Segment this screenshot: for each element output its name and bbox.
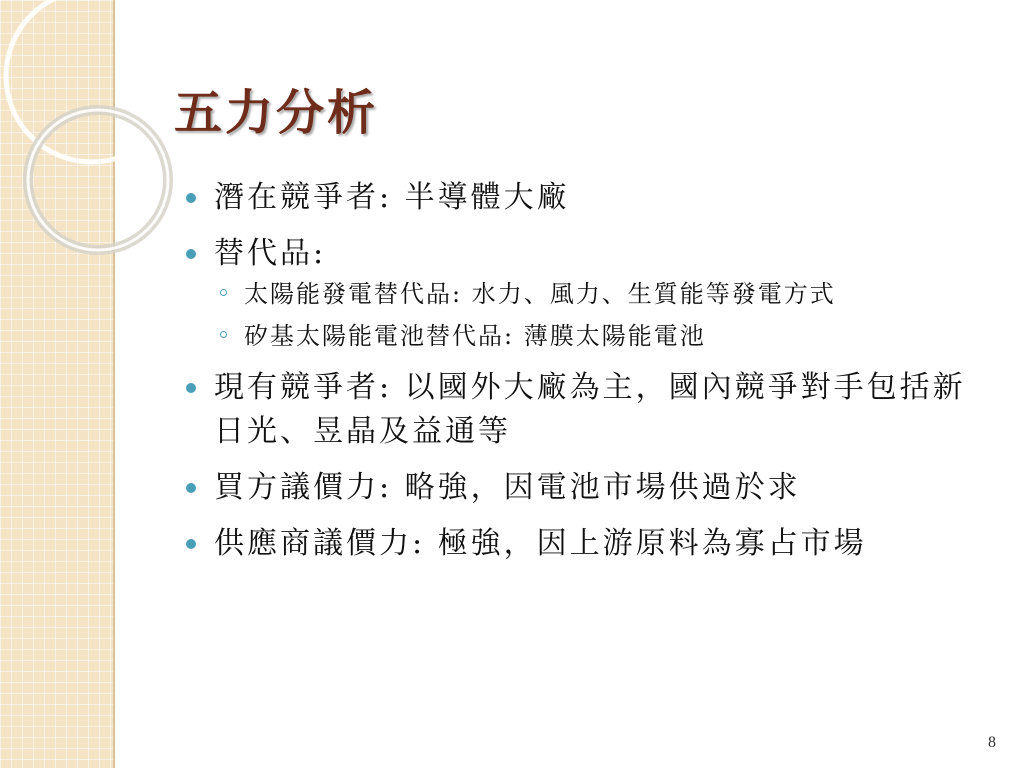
list-item [186,232,996,276]
list-item-text: 替代品: [214,236,327,271]
sub-list-item [186,276,996,312]
list-item-text: 供應商議價力: 極強，因上游原料為寡占市場 [214,526,867,561]
bullet-ring-icon [220,289,227,296]
list-item-text: 潛在競爭者: 半導體大廠 [214,180,570,215]
sub-list-item-text: 太陽能發電替代品: 水力、風力、生質能等發電方式 [244,280,836,308]
sub-bullet-list [186,276,996,354]
list-item [186,176,996,220]
bullet-dot-icon [186,483,196,493]
bullet-ring-icon [220,331,227,338]
list-item-text: 買方議價力: 略強，因電池市場供過於求 [214,470,801,505]
page-number: 8 [988,734,996,751]
decorative-circles-icon [0,0,200,260]
sub-list-item-text: 矽基太陽能電池替代品: 薄膜太陽能電池 [244,322,706,350]
list-item [186,522,996,566]
bullet-list [186,176,996,578]
bullet-dot-icon [186,249,196,259]
bullet-dot-icon [186,193,196,203]
bullet-dot-icon [186,539,196,549]
sub-list-item [186,318,996,354]
list-item-text: 現有競爭者: 以國外大廠為主，國內競爭對手包括新日光、昱晶及益通等 [214,370,966,449]
slide-title: 五力分析 [174,85,379,141]
bullet-dot-icon [186,383,196,393]
list-item [186,366,996,454]
list-item [186,466,996,510]
